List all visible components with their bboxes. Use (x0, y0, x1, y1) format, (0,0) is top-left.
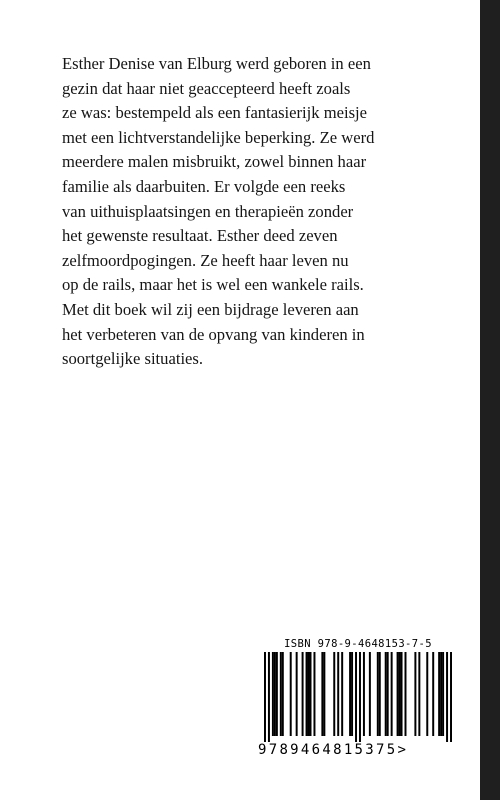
barcode-bar (302, 652, 304, 736)
blurb-line: meerdere malen misbruikt, zowel binnen haar (62, 152, 367, 172)
isbn-barcode (258, 638, 458, 760)
barcode-bar (418, 652, 420, 736)
blurb-line: op de rails, maar het is wel een wankele rails. (62, 275, 364, 295)
barcode-bar (377, 652, 379, 736)
barcode-bar (369, 652, 371, 736)
barcode-bar (387, 652, 389, 736)
barcode-bar (272, 652, 274, 736)
barcode-bar (276, 652, 278, 736)
barcode-bar (337, 652, 339, 736)
barcode-bar (440, 652, 442, 736)
barcode-bar (446, 652, 448, 742)
back-cover-blurb (62, 52, 402, 372)
barcode-bar (290, 652, 292, 736)
barcode-bar (341, 652, 343, 736)
blurb-line: met een lichtverstandelijke beperking. Ze werd (62, 127, 375, 147)
barcode-bars (264, 652, 452, 742)
barcode-bar (379, 652, 381, 736)
blurb-line: het verbeteren van de opvang van kinderen in (62, 324, 365, 344)
barcode-bar (313, 652, 315, 736)
barcode-bar (432, 652, 434, 736)
barcode-bar (349, 652, 351, 736)
barcode-bar (414, 652, 416, 736)
blurb-line: soortgelijke situaties. (62, 349, 204, 369)
barcode-bar (333, 652, 335, 736)
quiet-zone-mark: > (397, 742, 409, 758)
blurb-line: ze was: bestempeld als een fantasierijk meisje (62, 103, 368, 123)
blurb-line: gezin dat haar niet geaccepteerd heeft zoals (62, 78, 351, 98)
barcode-bar (442, 652, 444, 736)
blurb-line: van uithuisplaatsingen en therapieën zonder (62, 201, 354, 221)
barcode-bar (280, 652, 282, 736)
barcode-bar (438, 652, 440, 736)
barcode-bar (450, 652, 452, 742)
barcode-bar (321, 652, 323, 736)
barcode-bar (399, 652, 401, 736)
barcode-bar (391, 652, 393, 736)
barcode-bar (405, 652, 407, 736)
barcode-bar (355, 652, 357, 742)
barcode-bar (264, 652, 266, 742)
barcode-bar (274, 652, 276, 736)
barcode-bar (282, 652, 284, 736)
barcode-bar (306, 652, 308, 736)
barcode-bar (351, 652, 353, 736)
barcode-bar (310, 652, 312, 736)
barcode-bar (401, 652, 403, 736)
barcode-bar (323, 652, 325, 736)
ean-digit-string: 9789464815375 (258, 742, 398, 758)
barcode-bar (268, 652, 270, 742)
blurb-line: Met dit boek wil zij een bijdrage leveren aan (62, 299, 359, 319)
barcode-bar (426, 652, 428, 736)
blurb-line: familie als daarbuiten. Er volgde een reeks (62, 176, 346, 196)
barcode-bar (296, 652, 298, 736)
barcode-bar (397, 652, 399, 736)
barcode-bar (385, 652, 387, 736)
ean-digits (258, 742, 458, 758)
barcode-bar (363, 652, 365, 736)
blurb-line: het gewenste resultaat. Esther deed zeven (62, 226, 338, 246)
barcode-bar (359, 652, 361, 742)
spine-edge (480, 0, 500, 800)
blurb-line: Esther Denise van Elburg werd geboren in een (62, 54, 371, 73)
barcode-bar (308, 652, 310, 736)
blurb-line: zelfmoordpogingen. Ze heeft haar leven nu (62, 250, 349, 270)
isbn-label: ISBN 978-9-4648153-7-5 (284, 638, 432, 650)
